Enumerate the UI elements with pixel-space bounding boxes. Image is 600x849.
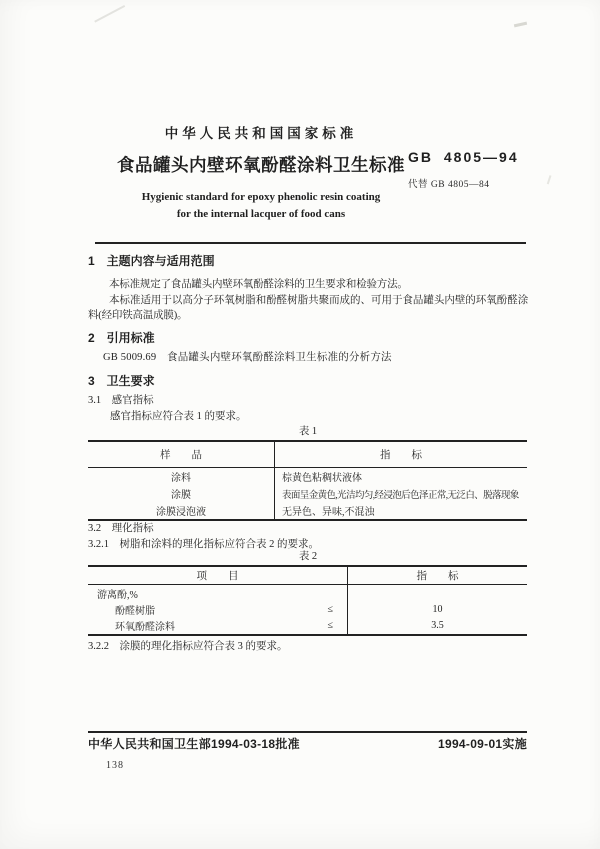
referenced-standard: GB 5009.69 食品罐头内壁环氧酚醛涂料卫生标准的分析方法 xyxy=(103,352,392,363)
footer xyxy=(88,738,527,750)
table-row xyxy=(88,502,527,519)
item-label: 酚醛树脂 xyxy=(115,605,155,617)
section-1-body xyxy=(88,277,528,324)
section-3-2-heading: 3.2 理化指标 xyxy=(88,523,154,534)
table-row xyxy=(88,618,527,635)
table-1-col1-header: 样 品 xyxy=(88,442,275,467)
section-3-heading: 3 卫生要求 xyxy=(88,374,155,388)
item-label: 环氧酚醛涂料 xyxy=(115,622,175,634)
table-2-value-cell: 10 xyxy=(432,603,443,615)
table-1-spec-cell: 棕黄色粘稠状液体 xyxy=(282,473,362,484)
table-2-caption: 表 2 xyxy=(298,551,318,562)
section-2-heading: 2 引用标准 xyxy=(88,331,155,345)
table-1 xyxy=(88,440,527,521)
document-title-en-line2: for the internal lacquer of food cans xyxy=(176,208,346,220)
table-1-spec-cell: 表面呈金黄色,光洁均匀,经浸泡后色泽正常,无泛白、脱落现象 xyxy=(282,490,519,501)
document-title-en-line1: Hygienic standard for epoxy phenolic resin coating xyxy=(141,191,381,203)
standard-code-block xyxy=(408,149,519,190)
table-1-sample-cell: 涂料 xyxy=(88,468,275,485)
table-2 xyxy=(88,565,527,636)
table-2-col1-header: 项 目 xyxy=(88,567,348,584)
scan-artifact xyxy=(29,270,31,700)
table-2-header-row xyxy=(88,567,527,585)
less-equal-symbol: ≤ xyxy=(327,603,333,615)
footer-divider-rule xyxy=(88,731,527,733)
table-1-sample-cell: 涂膜浸泡液 xyxy=(88,502,275,519)
table-row xyxy=(88,485,527,502)
table-1-col2-header: 指 标 xyxy=(380,450,422,461)
table-1-sample-cell: 涂膜 xyxy=(88,485,275,502)
section-1-heading: 1 主题内容与适用范围 xyxy=(88,254,215,268)
table-1-caption: 表 1 xyxy=(298,426,318,437)
table-2-col2-header: 指 标 xyxy=(416,571,459,582)
scan-artifact xyxy=(514,22,527,28)
document-title-en xyxy=(0,189,522,223)
scan-artifact xyxy=(547,175,556,186)
replaces-code: 代替 GB 4805—84 xyxy=(408,180,490,190)
table-2-value-cell: 3.5 xyxy=(431,620,444,632)
table-2-group-label: 游离酚,% xyxy=(88,585,348,601)
implementation-text: 1994-09-01实施 xyxy=(438,737,527,751)
header-divider-rule xyxy=(95,242,526,244)
page-number: 138 xyxy=(106,760,124,771)
approval-text: 中华人民共和国卫生部1994-03-18批准 xyxy=(88,737,300,751)
section-3-2-1-text: 3.2.1 树脂和涂料的理化指标应符合表 2 的要求。 xyxy=(88,539,319,550)
national-standard-label: 中华人民共和国国家标准 xyxy=(164,126,358,141)
table-row xyxy=(88,468,527,485)
table-1-header-row xyxy=(88,442,527,468)
table-2-item-cell xyxy=(88,601,348,618)
section-1-paragraph-1: 本标准规定了食品罐头内壁环氧酚醛涂料的卫生要求和检验方法。 xyxy=(109,279,408,290)
section-3-2-2-text: 3.2.2 涂膜的理化指标应符合表 3 的要求。 xyxy=(88,641,288,652)
table-row-group xyxy=(88,585,527,601)
table-row xyxy=(88,601,527,618)
section-3-1-text: 感官指标应符合表 1 的要求。 xyxy=(110,411,247,422)
document-title-zh: 食品罐头内壁环氧酚醛涂料卫生标准 xyxy=(117,155,405,175)
less-equal-symbol: ≤ xyxy=(327,620,333,632)
standard-code: GB 4805—94 xyxy=(408,149,519,165)
scan-artifact xyxy=(94,5,132,35)
section-3-1-heading: 3.1 感官指标 xyxy=(88,395,154,406)
table-1-spec-cell: 无异色、异味,不混浊 xyxy=(282,507,375,518)
section-1-paragraph-2: 本标准适用于以高分子环氧树脂和酚醛树脂共聚而成的、可用于食品罐头内壁的环氧酚醛涂料(经印铁高温成膜)。 xyxy=(88,294,528,321)
table-2-item-cell xyxy=(88,618,348,635)
